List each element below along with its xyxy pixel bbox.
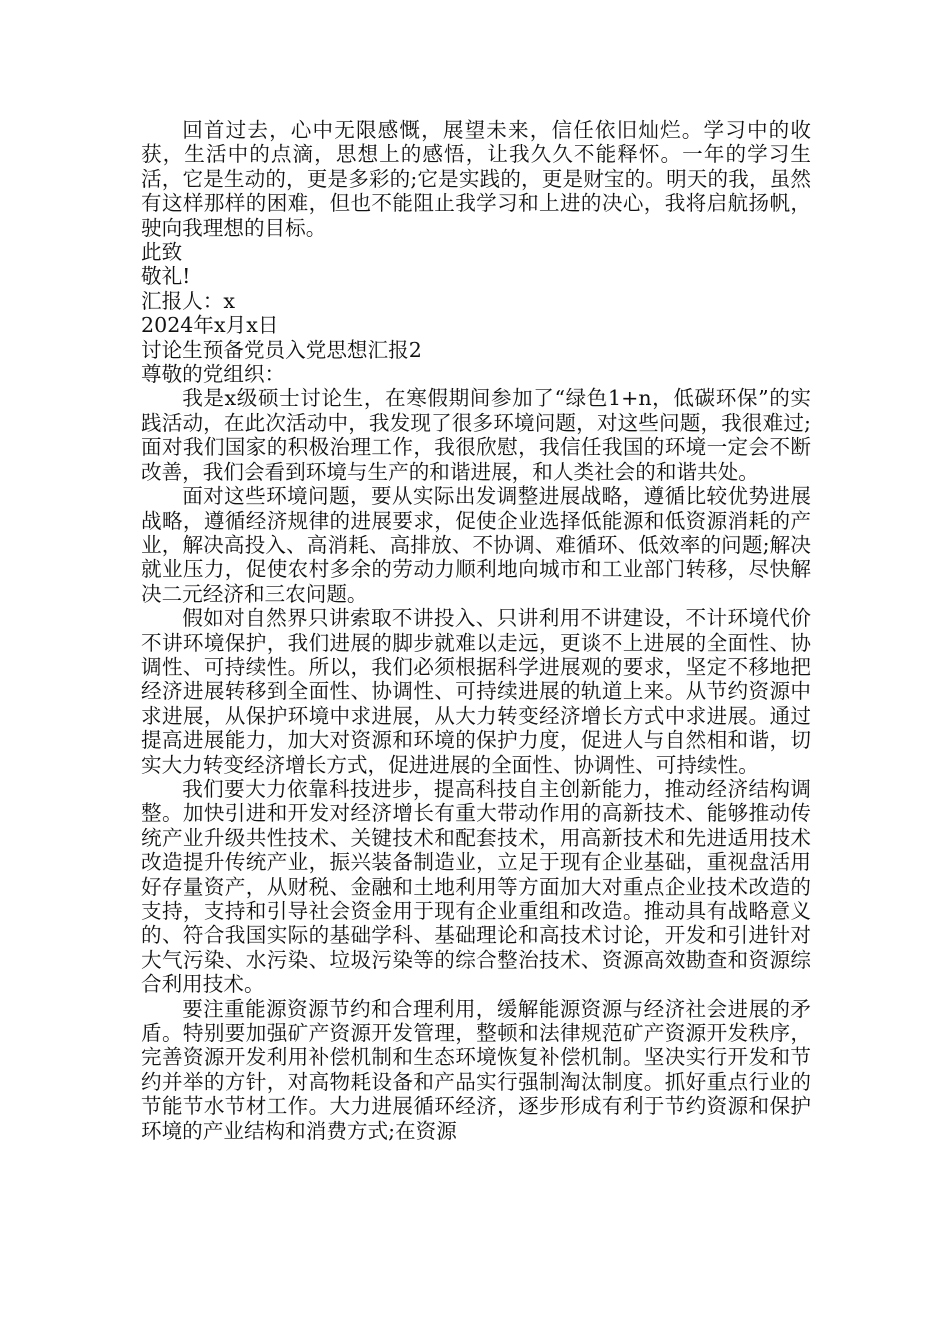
section-title: 讨论生预备党员入党思想汇报2 (141, 337, 422, 362)
paragraph-closing-reflection: 回首过去，心中无限感慨，展望未来，信任依旧灿烂。学习中的收获，生活中的点滴，思想上的感悟，让我久久不能释怀。一年的学习生活，它是生动的，更是多彩的;它是实践的，更是财宝的。明天的我，虽然有这样那样的困难，但也不能阻止我学习和上进的决心，我将启航扬帆，驶向我理想的目标。 (141, 118, 811, 240)
paragraph-technology: 我们要大力依靠科技进步，提高科技自主创新能力，推动经济结构调整。加快引进和开发对经济增长有重大带动作用的高新技术、能够推动传统产业升级共性技术、关键技术和配套技术，用高新技术和先进适用技术改造提升传统产业，振兴装备制造业，立足于现有企业基础，重视盘活用好存量资产，从财税、金融和土地利用等方面加大对重点企业技术改造的支持，支持和引导社会资金用于现有企业重组和改造。推动具有战略意义的、符合我国实际的基础学科、基础理论和高技术讨论，开发和引进针对大气污染、水污染、垃圾污染等的综合整治技术、资源高效勘查和资源综合利用技术。 (141, 776, 811, 997)
greeting-line: 尊敬的党组织： (141, 362, 286, 387)
paragraph-strategy: 面对这些环境问题，要从实际出发调整进展战略，遵循比较优势进展战略，遵循经济规律的进展要求，促使企业选择低能源和低资源消耗的产业，解决高投入、高消耗、高排放、不协调、难循环、低效率的问题;解决就业压力，促使农村多余的劳动力顺利地向城市和工业部门转移，尽快解决二元经济和三农问题。 (141, 484, 811, 606)
paragraph-intro: 我是x级硕士讨论生，在寒假期间参加了“绿色1+n，低碳环保”的实践活动，在此次活动中，我发现了很多环境问题，对这些问题，我很难过;面对我们国家的积极治理工作，我很欣慰，我信任我国的环境一定会不断改善，我们会看到环境与生产的和谐进展，和人类社会的和谐共处。 (141, 386, 811, 484)
paragraph-sustainability: 假如对自然界只讲索取不讲投入、只讲利用不讲建设，不计环境代价不讲环境保护，我们进展的脚步就难以走远，更谈不上进展的全面性、协调性、可持续性。所以，我们必须根据科学进展观的要求，坚定不移地把经济进展转移到全面性、协调性、可持续进展的轨道上来。从节约资源中求进展，从保护环境中求进展，从大力转变经济增长方式中求进展。通过提高进展能力，加大对资源和环境的保护力度，促进人与自然相和谐，切实大力转变经济增长方式，促进进展的全面性、协调性、可持续性。 (141, 606, 811, 777)
document-body (141, 118, 811, 1143)
salutation-jingli: 敬礼! (141, 264, 191, 289)
date-line: 2024年x月x日 (141, 313, 279, 338)
salutation-cizhi: 此致 (141, 240, 183, 265)
reporter-line: 汇报人：x (141, 288, 235, 313)
paragraph-resources: 要注重能源资源节约和合理利用，缓解能源资源与经济社会进展的矛盾。特别要加强矿产资源开发管理，整顿和法律规范矿产资源开发秩序，完善资源开发利用补偿机制和生态环境恢复补偿机制。坚决实行开发和节约并举的方针，对高物耗设备和产品实行强制淘汰制度。抓好重点行业的节能节水节材工作。大力进展循环经济，逐步形成有利于节约资源和保护环境的产业结构和消费方式;在资源 (141, 996, 811, 1143)
